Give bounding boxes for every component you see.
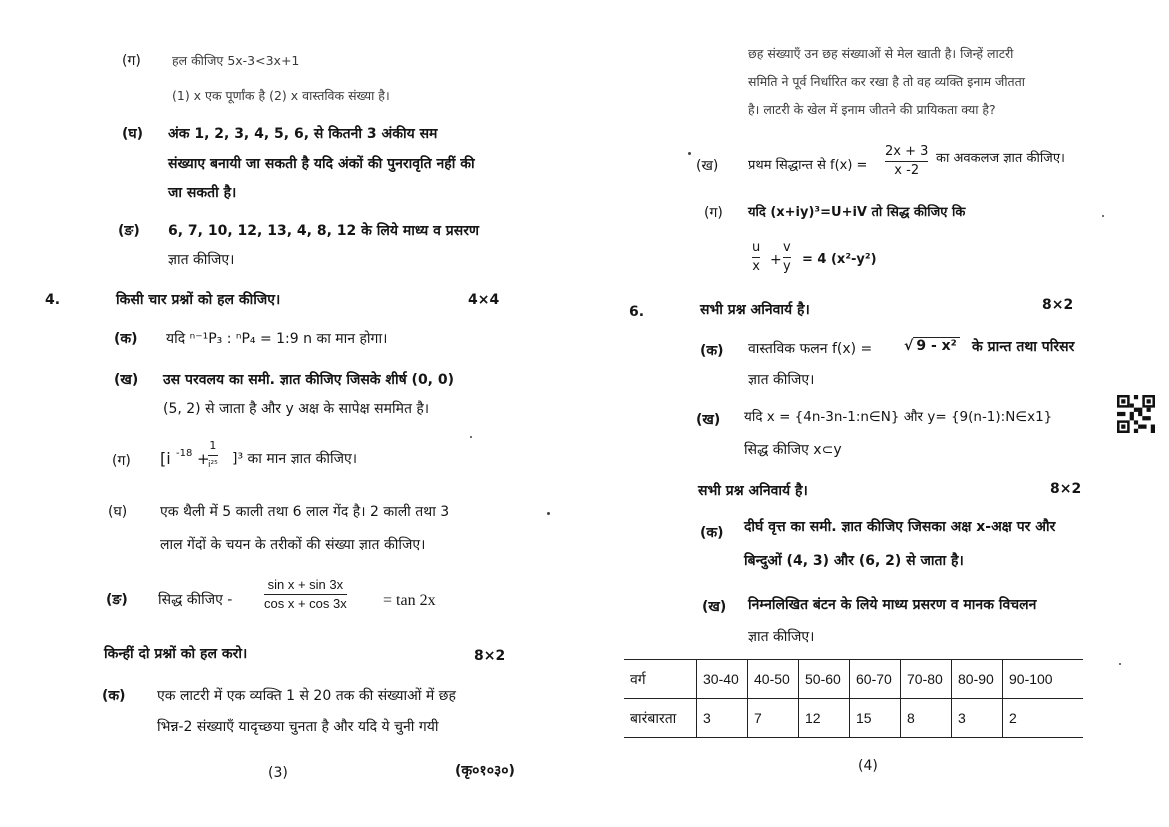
q4-k-label: (क) — [114, 331, 138, 347]
q7-marks: 8×2 — [1050, 481, 1082, 497]
q4-g-exp: -18 — [176, 448, 193, 459]
q5-kh-post: का अवकलज ज्ञात कीजिए। — [936, 151, 1065, 166]
page-number-right: (4) — [858, 758, 878, 774]
q4-d-rhs: = tan 2x — [383, 592, 436, 609]
q3-g-label: (ग) — [122, 53, 141, 69]
table-cell: 80-90 — [952, 660, 1003, 699]
scan-speck — [547, 512, 550, 515]
q4-kh-line1: उस परवलय का समी. ज्ञात कीजिए जिसके शीर्ष (0, 0) — [163, 372, 455, 388]
q6-kh-line1: यदि x = {4n-3n-1:n∈N} और y= {9(n-1):N∈x1} — [744, 409, 1053, 425]
q6-k-post: के प्रान्त तथा परिसर — [972, 339, 1075, 355]
q5-kh-den: x -2 — [894, 163, 920, 178]
q4-d-num: sin x + sin 3x — [267, 577, 344, 592]
q5-kh-fraction — [885, 144, 928, 179]
q6-k-radicand: 9 - x² — [913, 337, 959, 354]
q3-d-line1: 6, 7, 10, 12, 13, 4, 8, 12 के लिये माध्य व प्रसरण — [168, 223, 480, 239]
table-cell: 90-100 — [1003, 660, 1084, 699]
q3-gh-line3: जा सकती है। — [168, 185, 237, 201]
fraction-bar — [752, 257, 760, 258]
table-row-classes — [624, 660, 1083, 699]
table-cell: 40-50 — [748, 660, 799, 699]
fraction-bar — [783, 257, 791, 258]
q3-gh-line1: अंक 1, 2, 3, 4, 5, 6, से कितनी 3 अंकीय सम — [168, 126, 438, 142]
table-header-frequency: बारंबारता — [624, 699, 697, 738]
q4-kh-label: (ख) — [114, 372, 139, 388]
q5-kh-pre: प्रथम सिद्धान्त से f(x) = — [748, 158, 868, 173]
q7-kh-line1: निम्नलिखित बंटन के लिये माध्य प्रसरण व मानक विचलन — [748, 597, 1037, 613]
q3-gh-label: (घ) — [122, 126, 144, 142]
q5-g-line1: यदि (x+iy)³=U+iV तो सिद्ध कीजिए कि — [748, 205, 966, 220]
q3-g-line1: हल कीजिए 5x-3<3x+1 — [172, 53, 300, 68]
q6-marks: 8×2 — [1042, 297, 1074, 313]
q7-heading: सभी प्रश्न अनिवार्य है। — [698, 483, 808, 499]
q5-marks: 8×2 — [474, 648, 506, 664]
fraction-bar — [208, 455, 218, 456]
q4-g-label: (ग) — [112, 453, 131, 469]
q7-k-line2: बिन्दुओं (4, 3) और (6, 2) से जाता है। — [744, 553, 964, 569]
q5-cont-line2: समिति ने पूर्व निर्धारित कर रखा है तो वह व्यक्ति इनाम जीतता — [748, 74, 1026, 89]
q5-g-v-den: y — [783, 259, 791, 274]
q4-g-plus: + — [197, 450, 210, 468]
table-cell: 12 — [799, 699, 850, 738]
q5-cont-line1: छह संख्याएँ उन छह संख्याओं से मेल खाती है। जिन्हें लाटरी — [748, 46, 1014, 61]
q3-g-line2: (1) x एक पूर्णांक है (2) x वास्तविक संख्या है। — [172, 88, 390, 103]
table-cell: 3 — [697, 699, 748, 738]
q6-kh-line2: सिद्ध कीजिए x⊂y — [744, 442, 842, 458]
table-cell: 70-80 — [901, 660, 952, 699]
q3-d-line2: ज्ञात कीजिए। — [168, 252, 235, 268]
q4-k-text: यदि ⁿ⁻¹P₃ : ⁿP₄ = 1:9 n का मान होगा। — [166, 331, 388, 347]
q6-heading: सभी प्रश्न अनिवार्य है। — [700, 302, 810, 318]
scan-speck — [688, 152, 691, 155]
q4-number: 4. — [45, 292, 61, 308]
q5-g-label: (ग) — [704, 205, 723, 221]
table-cell: 7 — [748, 699, 799, 738]
q5-g-u-fraction — [752, 240, 760, 275]
q4-gh-line1: एक थैली में 5 काली तथा 6 लाल गेंद है। 2 काली तथा 3 — [160, 504, 450, 520]
left-page — [0, 0, 584, 827]
q6-k-pre: वास्तविक फलन f(x) = — [748, 341, 873, 357]
q4-d-text: सिद्ध कीजिए - — [158, 592, 233, 608]
table-cell: 60-70 — [850, 660, 901, 699]
q4-heading: किसी चार प्रश्नों को हल कीजिए। — [116, 292, 281, 308]
q4-kh-line2: (5, 2) से जाता है और y अक्ष के सापेक्ष सममित है। — [163, 401, 430, 417]
q4-marks: 4×4 — [468, 292, 500, 308]
table-row-frequencies — [624, 699, 1083, 738]
scan-speck — [1119, 663, 1121, 665]
fraction-bar — [264, 594, 347, 595]
q5-heading: किन्हीं दो प्रश्नों को हल करो। — [104, 646, 248, 662]
scan-speck — [470, 436, 472, 438]
page-number-left: (3) — [268, 765, 288, 781]
q5-k-line1: एक लाटरी में एक व्यक्ति 1 से 20 तक की संख्याओं में छह — [157, 688, 456, 704]
q3-gh-line2: संख्याए बनायी जा सकती है यदि अंकों की पुनरावृति नहीं की — [168, 156, 475, 172]
q4-g-post: ]³ का मान ज्ञात कीजिए। — [232, 451, 358, 467]
q5-kh-label: (ख) — [696, 158, 719, 174]
q5-cont-line3: है। लाटरी के खेल में इनाम जीतने की प्रायिकता क्या है? — [748, 102, 996, 117]
q5-k-label: (क) — [102, 688, 126, 704]
frequency-table — [624, 659, 1083, 738]
q6-k-sqrt: √ 9 - x² — [904, 338, 960, 354]
q5-g-v-fraction — [783, 240, 791, 275]
paper-code: (कृ०१०३०) — [455, 763, 515, 779]
q6-number: 6. — [629, 304, 645, 320]
table-cell: 50-60 — [799, 660, 850, 699]
q6-kh-label: (ख) — [696, 412, 721, 428]
q4-g-fraction — [208, 438, 218, 473]
q4-gh-label: (घ) — [108, 504, 128, 520]
fraction-bar — [885, 161, 928, 162]
q7-kh-label: (ख) — [702, 599, 727, 615]
q6-k-label: (क) — [700, 343, 724, 359]
q4-g-pre: [i — [160, 449, 171, 468]
q4-d-fraction — [264, 577, 347, 612]
q5-k-line2: भिन्न-2 संख्याएँ यादृच्छया चुनता है और यदि ये चुनी गयी — [157, 719, 439, 735]
q7-kh-line2: ज्ञात कीजिए। — [748, 629, 815, 645]
table-cell: 30-40 — [697, 660, 748, 699]
q4-d-label: (ङ) — [106, 592, 128, 608]
right-page — [584, 0, 1169, 827]
q4-gh-line2: लाल गेंदों के चयन के तरीकों की संख्या ज्ञात कीजिए। — [160, 537, 426, 553]
q3-d-label: (ङ) — [118, 223, 140, 239]
q4-g-den: i²⁵ — [208, 460, 218, 470]
q4-d-den: cos x + cos 3x — [264, 596, 347, 611]
table-header-class: वर्ग — [624, 660, 697, 699]
q5-kh-num: 2x + 3 — [885, 144, 929, 159]
q6-k-line2: ज्ञात कीजिए। — [748, 372, 815, 388]
q5-g-v-num: v — [783, 240, 791, 255]
q7-k-line1: दीर्घ वृत्त का समी. ज्ञात कीजिए जिसका अक्ष x-अक्ष पर और — [744, 519, 1056, 535]
q7-k-label: (क) — [700, 525, 724, 541]
q5-g-plus: + — [770, 252, 782, 268]
q5-g-u-num: u — [752, 240, 761, 255]
table-cell: 8 — [901, 699, 952, 738]
table-cell: 2 — [1003, 699, 1084, 738]
q5-g-rhs: = 4 (x²-y²) — [802, 252, 877, 267]
scan-speck — [1102, 215, 1104, 217]
q5-g-u-den: x — [752, 259, 760, 274]
qr-code-icon — [1117, 395, 1155, 433]
q4-g-num: 1 — [209, 439, 217, 452]
table-cell: 3 — [952, 699, 1003, 738]
table-cell: 15 — [850, 699, 901, 738]
